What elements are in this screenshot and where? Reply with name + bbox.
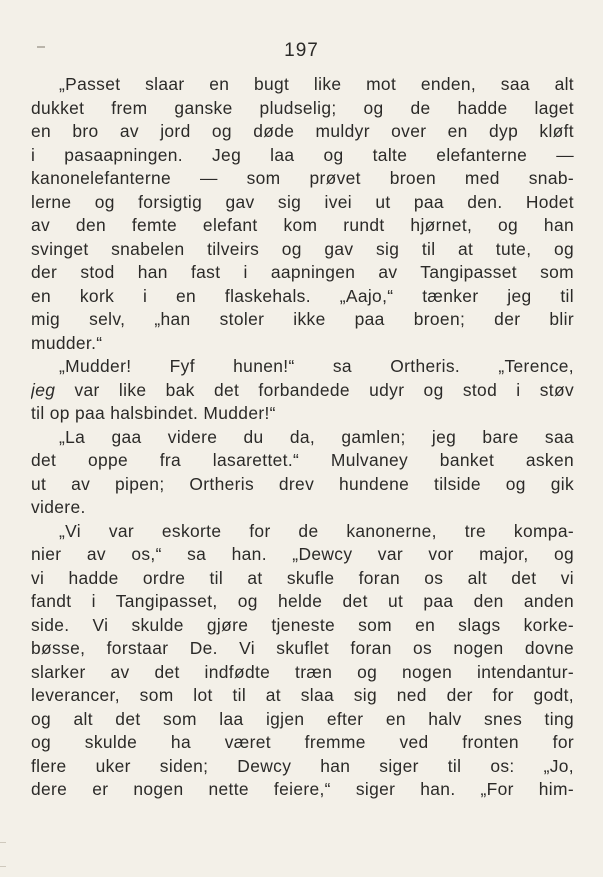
- text-line: ut av pipen; Ortheris drev hundene tilside og gik: [31, 473, 574, 494]
- text-line: en bro av jord og døde muldyr over en dyp kløft: [31, 121, 574, 141]
- text-line: og alt det som laa igjen efter en halv snes ting: [31, 708, 574, 729]
- text-line: kanonelefanterne — som prøvet broen med snab-: [31, 168, 574, 188]
- scan-edge-mark: [0, 842, 6, 843]
- text-line: videre.: [31, 497, 86, 517]
- text-line: i pasaapningen. Jeg laa og talte elefanterne —: [31, 144, 574, 165]
- text-line: og skulde ha været fremme ved fronten for: [31, 732, 574, 752]
- text-line: side. Vi skulde gjøre tjeneste som en slags korke-: [31, 614, 574, 635]
- scan-edge-mark: [0, 866, 6, 867]
- text-line: mudder.“: [31, 332, 103, 353]
- text-line: leverancer, som lot til at slaa sig ned der for godt,: [31, 685, 574, 705]
- text-line: „Mudder! Fyf hunen!“ sa Ortheris. „Terence,: [59, 356, 574, 376]
- text-line: dere er nogen nette feiere,“ siger han. „For him-: [31, 779, 574, 799]
- text-line: en kork i en flaskehals. „Aajo,“ tænker jeg til: [31, 285, 574, 306]
- body-text: [31, 73, 574, 802]
- text-line: lerne og forsigtig gav sig ivei ut paa den. Hodet: [31, 191, 574, 212]
- text-line: nier av os,“ sa han. „Dewcy var vor major, og: [31, 544, 574, 564]
- text-line: svinget snabelen tilveirs og gav sig til at tute, og: [31, 238, 574, 259]
- text-line: „Passet slaar en bugt like mot enden, saa alt: [59, 74, 574, 94]
- text-line: „La gaa videre du da, gamlen; jeg bare saa: [59, 426, 574, 447]
- text-line: av den femte elefant kom rundt hjørnet, og han: [31, 215, 574, 235]
- text-line: bøsse, forstaar De. Vi skuflet foran os nogen dovne: [31, 638, 574, 658]
- text-line: dukket frem ganske pludselig; og de hadde laget: [31, 97, 574, 118]
- emphasis-word: jeg: [31, 379, 56, 400]
- text-line: vi hadde ordre til at skufle foran os alt det vi: [31, 567, 574, 588]
- text-line: til op paa halsbindet. Mudder!“: [31, 403, 276, 423]
- text-line: slarker av det indfødte træn og nogen intendantur-: [31, 661, 574, 682]
- text-line: det oppe fra lasarettet.“ Mulvaney banket asken: [31, 450, 574, 470]
- text-line: mig selv, „han stoler ikke paa broen; der blir: [31, 309, 574, 329]
- text-line: „Vi var eskorte for de kanonerne, tre kompa-: [59, 520, 574, 541]
- text-line: jeg var like bak det forbandede udyr og stod i støv: [31, 379, 574, 400]
- page-number: 197: [284, 40, 319, 61]
- text-line-italic-start: [31, 379, 574, 403]
- text-line: flere uker siden; Dewcy han siger til os: „Jo,: [31, 755, 574, 776]
- text-line: fandt i Tangipasset, og helde det ut paa den anden: [31, 591, 574, 611]
- text-line: der stod han fast i aapningen av Tangipasset som: [31, 262, 574, 282]
